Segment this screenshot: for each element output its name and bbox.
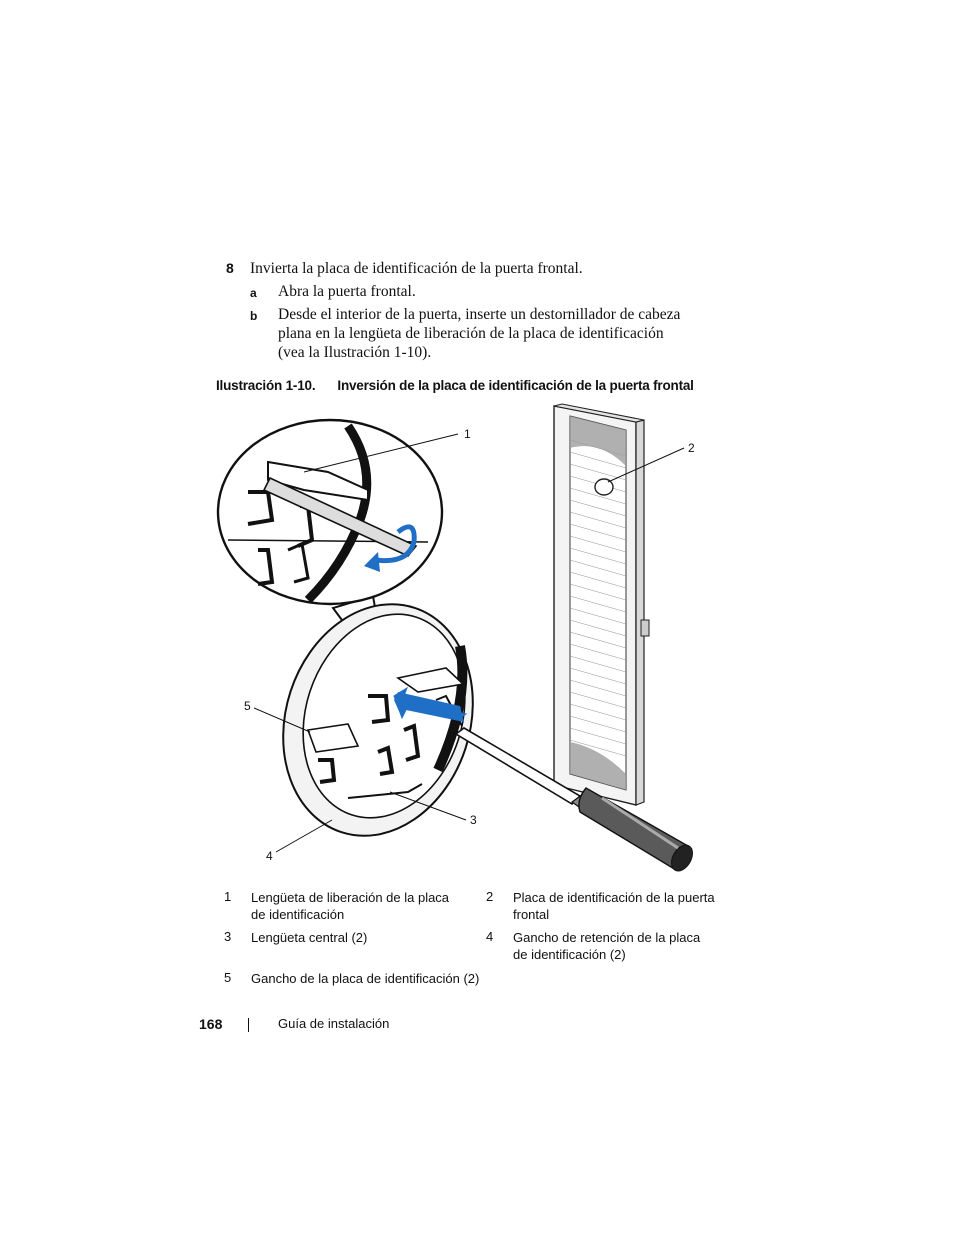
footer-title: Guía de instalación bbox=[278, 1016, 390, 1031]
legend-num-4: 4 bbox=[486, 929, 494, 944]
legend-text-1 bbox=[251, 889, 461, 923]
legend-2-line-1: Placa de identificación de la puerta bbox=[513, 890, 715, 905]
substep-b-line-3: (vea la Ilustración 1-10). bbox=[278, 344, 432, 361]
substep-letter-a: a bbox=[250, 286, 257, 300]
door-latch bbox=[641, 620, 649, 636]
legend-1-line-2: de identificación bbox=[251, 907, 345, 922]
callout-2: 2 bbox=[688, 441, 695, 455]
bezel-plate bbox=[254, 579, 502, 860]
footer-divider bbox=[248, 1018, 249, 1032]
legend-2-line-2: frontal bbox=[513, 907, 550, 922]
substep-b-line-2: plana en la lengüeta de liberación de la placa de identificación bbox=[278, 325, 664, 342]
legend-4-line-2: de identificación (2) bbox=[513, 947, 626, 962]
figure-caption bbox=[216, 378, 694, 393]
legend-3-line-1: Lengüeta central (2) bbox=[251, 930, 368, 945]
legend-num-5: 5 bbox=[224, 970, 232, 985]
substep-b-line-1: Desde el interior de la puerta, inserte un destornillador de cabeza bbox=[278, 306, 681, 323]
figure-title: Inversión de la placa de identificación de la puerta frontal bbox=[337, 378, 694, 393]
legend-1-line-1: Lengüeta de liberación de la placa bbox=[251, 890, 450, 905]
step-number: 8 bbox=[226, 260, 234, 276]
legend-num-1: 1 bbox=[224, 889, 232, 904]
legend-num-2: 2 bbox=[486, 889, 494, 904]
legend-5-line-1: Gancho de la placa de identificación (2) bbox=[251, 971, 480, 986]
front-door-illustration bbox=[554, 404, 649, 805]
legend-text-2 bbox=[513, 889, 723, 923]
legend-text-3 bbox=[251, 929, 461, 946]
legend-text-5 bbox=[251, 970, 511, 987]
legend-text-4 bbox=[513, 929, 723, 963]
page-number: 168 bbox=[199, 1016, 223, 1032]
callout-5: 5 bbox=[244, 699, 251, 713]
substep-text-b bbox=[278, 305, 708, 362]
legend-4-line-1: Gancho de retención de la placa bbox=[513, 930, 701, 945]
step-text: Invierta la placa de identificación de la puerta frontal. bbox=[250, 260, 583, 277]
callout-4: 4 bbox=[266, 849, 273, 863]
callout-3: 3 bbox=[470, 813, 477, 827]
substep-letter-b: b bbox=[250, 309, 258, 323]
callout-1: 1 bbox=[464, 427, 471, 441]
figure-illustration bbox=[208, 400, 728, 875]
legend-num-3: 3 bbox=[224, 929, 232, 944]
figure-label: Ilustración 1-10. bbox=[216, 378, 316, 393]
substep-a-line: Abra la puerta frontal. bbox=[278, 283, 416, 300]
substep-text-a bbox=[278, 282, 708, 301]
